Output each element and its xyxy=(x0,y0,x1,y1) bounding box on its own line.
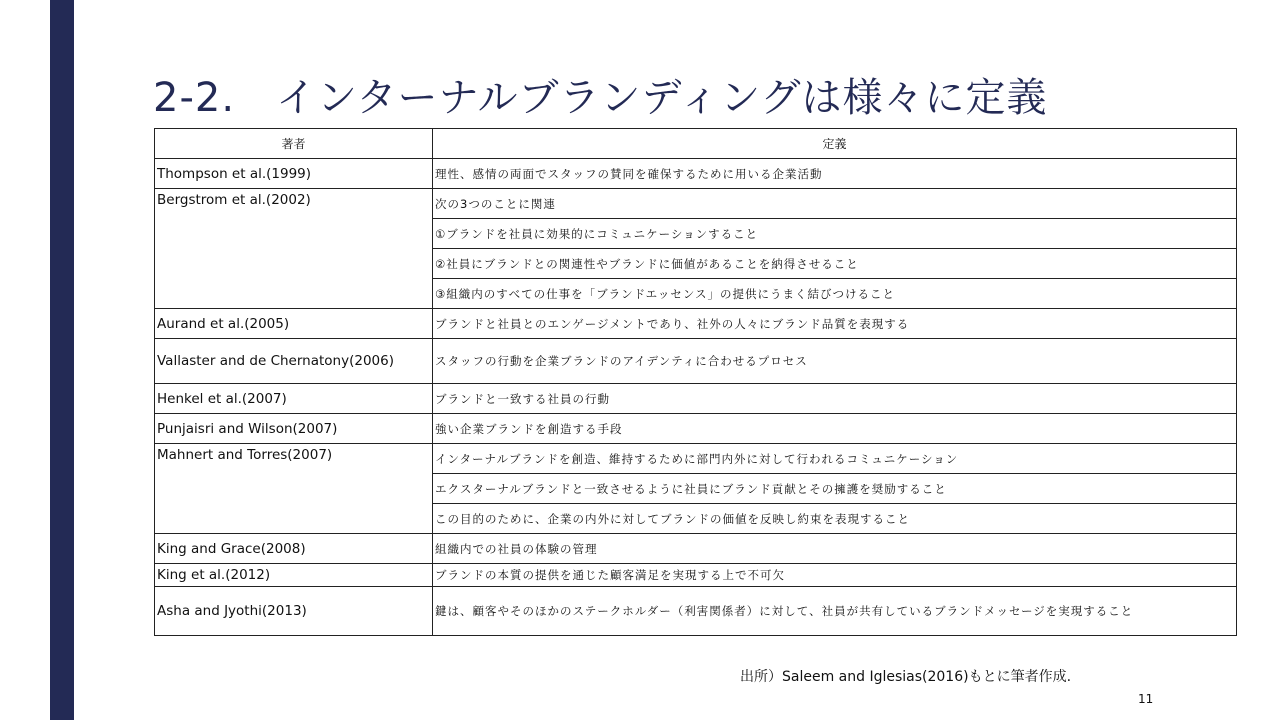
table-header-row xyxy=(155,129,1237,159)
definition-cell: ブランドと社員とのエンゲージメントであり、社外の人々にブランド品質を表現する xyxy=(433,309,1237,339)
definition-cell: スタッフの行動を企業ブランドのアイデンティに合わせるプロセス xyxy=(433,339,1237,384)
table-row xyxy=(155,587,1237,636)
author-cell: Henkel et al.(2007) xyxy=(155,384,433,414)
table-row xyxy=(155,564,1237,587)
definition-cell: 理性、感情の両面でスタッフの賛同を確保するために用いる企業活動 xyxy=(433,159,1237,189)
table-row xyxy=(155,189,1237,219)
table-row xyxy=(155,414,1237,444)
table-row xyxy=(155,384,1237,414)
definition-cell: インターナルブランドを創造、維持するために部門内外に対して行われるコミュニケーション xyxy=(433,444,1237,474)
header-definition: 定義 xyxy=(433,129,1237,159)
definition-cell: ③組織内のすべての仕事を「ブランドエッセンス」の提供にうまく結びつけること xyxy=(433,279,1237,309)
definition-cell: 鍵は、顧客やそのほかのステークホルダー（利害関係者）に対して、社員が共有しているブランドメッセージを実現すること xyxy=(433,587,1237,636)
author-cell: Punjaisri and Wilson(2007) xyxy=(155,414,433,444)
table-row xyxy=(155,534,1237,564)
definition-cell: ①ブランドを社員に効果的にコミュニケーションすること xyxy=(433,219,1237,249)
page-number: 11 xyxy=(1138,692,1154,706)
author-cell: Asha and Jyothi(2013) xyxy=(155,587,433,636)
definition-cell: 次の3つのことに関連 xyxy=(433,189,1237,219)
author-cell: Aurand et al.(2005) xyxy=(155,309,433,339)
author-cell: King et al.(2012) xyxy=(155,564,433,587)
definitions-table xyxy=(154,128,1237,636)
slide-title: 2-2. インターナルブランディングは様々に定義 xyxy=(153,75,1048,121)
table-row xyxy=(155,159,1237,189)
author-cell: King and Grace(2008) xyxy=(155,534,433,564)
table-row xyxy=(155,309,1237,339)
author-cell: Bergstrom et al.(2002) xyxy=(155,189,433,309)
author-cell: Vallaster and de Chernatony(2006) xyxy=(155,339,433,384)
author-cell: Mahnert and Torres(2007) xyxy=(155,444,433,534)
left-accent-bar xyxy=(50,0,74,720)
definition-cell: ②社員にブランドとの関連性やブランドに価値があることを納得させること xyxy=(433,249,1237,279)
header-author: 著者 xyxy=(155,129,433,159)
definition-cell: 強い企業ブランドを創造する手段 xyxy=(433,414,1237,444)
definition-cell: この目的のために、企業の内外に対してブランドの価値を反映し約束を表現すること xyxy=(433,504,1237,534)
author-cell: Thompson et al.(1999) xyxy=(155,159,433,189)
definition-cell: ブランドと一致する社員の行動 xyxy=(433,384,1237,414)
definition-cell: エクスターナルブランドと一致させるように社員にブランド貢献とその擁護を奨励すること xyxy=(433,474,1237,504)
table-row xyxy=(155,444,1237,474)
table-row xyxy=(155,339,1237,384)
definition-cell: 組織内での社員の体験の管理 xyxy=(433,534,1237,564)
definition-cell: ブランドの本質の提供を通じた顧客満足を実現する上で不可欠 xyxy=(433,564,1237,587)
source-note: 出所）Saleem and Iglesias(2016)もとに筆者作成. xyxy=(740,669,1072,685)
